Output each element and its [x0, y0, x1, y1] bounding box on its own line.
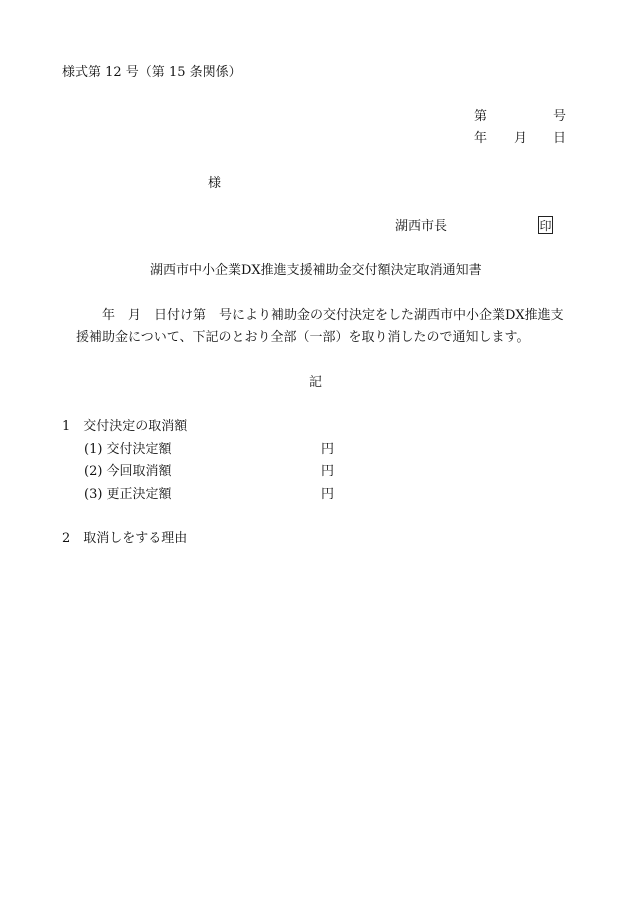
date-month: 月 — [514, 131, 528, 146]
seal-mark: 印 — [538, 216, 553, 234]
item-3-unit: 円 — [321, 487, 335, 502]
ki-heading: 記 — [309, 375, 323, 390]
body-line-1: 年 月 日付け第 号により補助金の交付決定をした湖西市中小企業DX推進支 — [102, 308, 564, 323]
item-2-label: (2) 今回取消額 — [84, 464, 172, 479]
item-3-label: (3) 更正決定額 — [84, 487, 172, 502]
issuer-name: 湖西市長 — [395, 219, 448, 234]
section-2-heading: 2 取消しをする理由 — [62, 531, 188, 546]
document-title: 湖西市中小企業DX推進支援補助金交付額決定取消通知書 — [150, 263, 482, 278]
doc-number-suffix: 号 — [553, 109, 567, 124]
date-year: 年 — [474, 131, 488, 146]
item-1-label: (1) 交付決定額 — [84, 442, 172, 457]
date-day: 日 — [553, 131, 567, 146]
body-line-2: 援補助金について、下記のとおり全部（一部）を取り消したので通知します。 — [76, 330, 530, 345]
form-label: 様式第 12 号（第 15 条関係） — [62, 65, 242, 80]
addressee-suffix: 様 — [208, 176, 222, 191]
item-1-unit: 円 — [321, 442, 335, 457]
item-2-unit: 円 — [321, 464, 335, 479]
section-1-heading: 1 交付決定の取消額 — [62, 419, 188, 434]
doc-number-prefix: 第 — [474, 109, 488, 124]
